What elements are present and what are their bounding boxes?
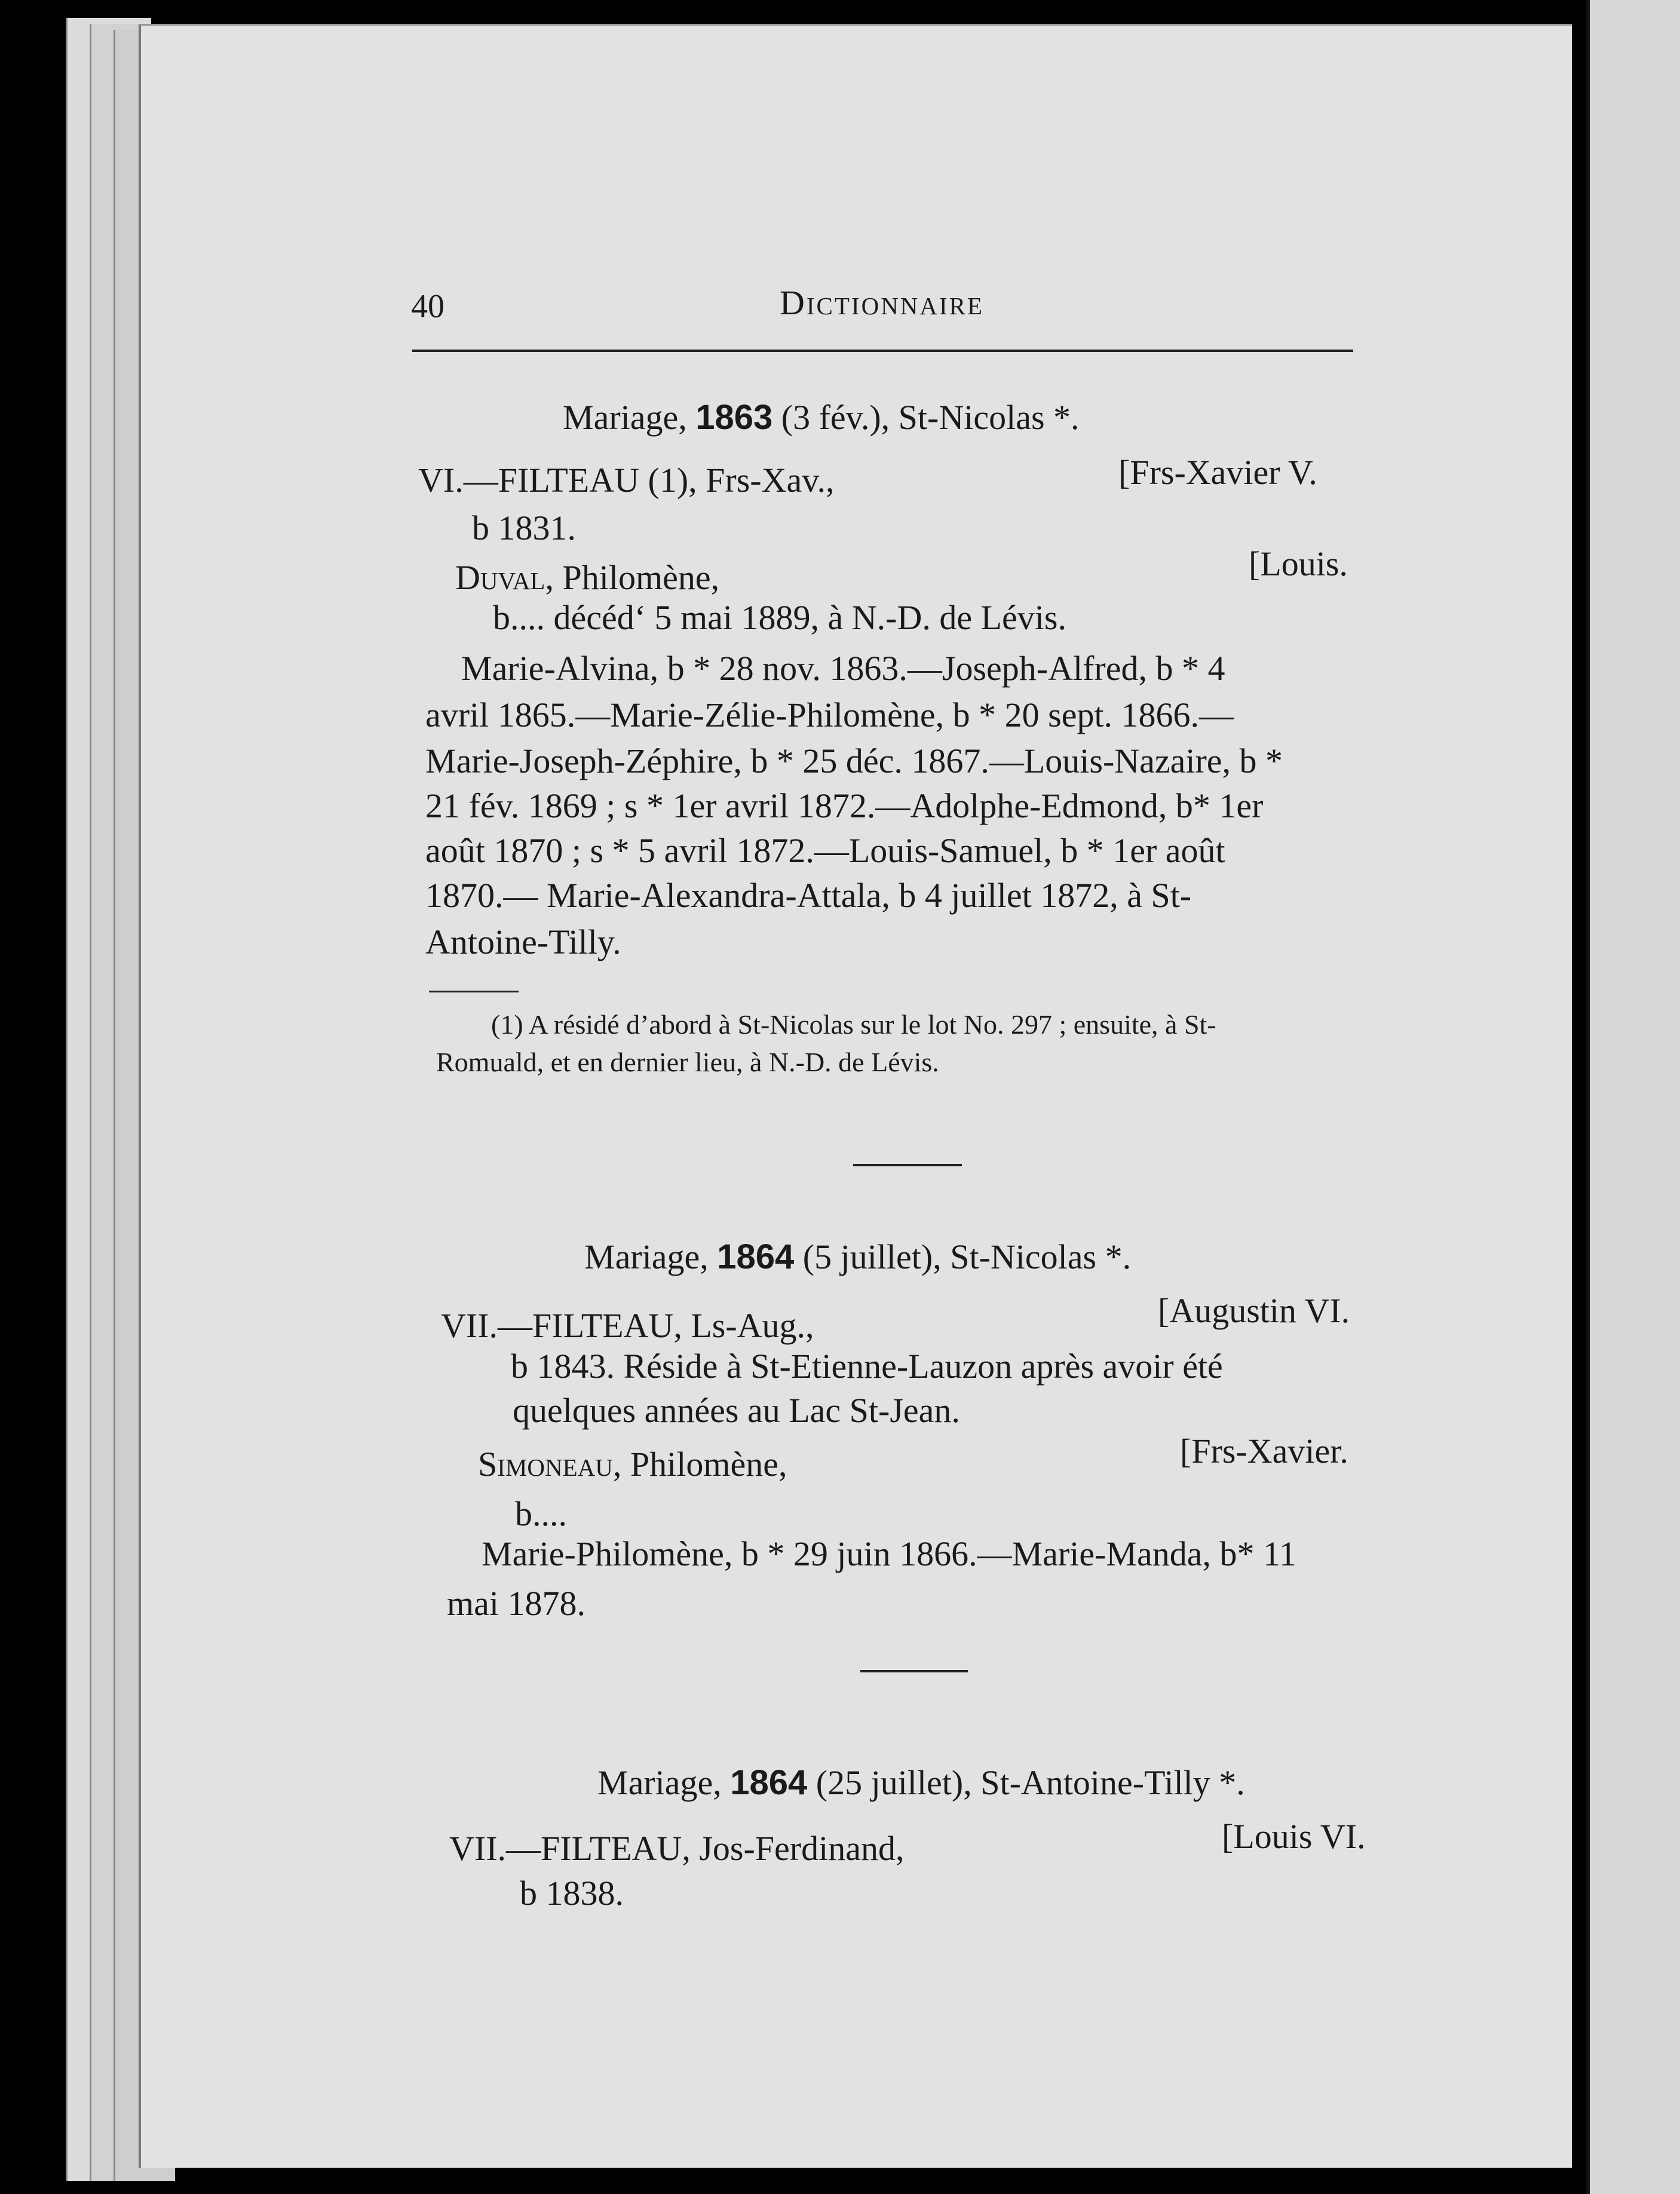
- marriage-heading: Mariage, 1864 (5 juillet), St-Nicolas *.: [584, 1237, 1132, 1276]
- footnote-line: Romuald, et en dernier lieu, à N.-D. de Lévis.: [436, 1047, 939, 1077]
- wife-birth: b.... décéd‘ 5 mai 1889, à N.-D. de Lévis.: [493, 598, 1066, 637]
- page-title: Dictionnaire: [780, 283, 985, 322]
- marriage-year: 1863: [695, 398, 773, 437]
- husband-father: [Louis VI.: [1222, 1817, 1366, 1856]
- children-line: 1870.— Marie-Alexandra-Attala, b 4 juillet 1872, à St-: [425, 876, 1192, 915]
- wife-name: Simoneau, Philomène,: [478, 1445, 787, 1484]
- marriage-heading: Mariage, 1864 (25 juillet), St-Antoine-Tilly *.: [597, 1763, 1245, 1802]
- children-line: Marie-Philomène, b * 29 juin 1866.—Marie-Manda, b* 11: [482, 1534, 1296, 1573]
- children-line: mai 1878.: [447, 1584, 585, 1623]
- children-line: avril 1865.—Marie-Zélie-Philomène, b * 20 sept. 1866.—: [425, 695, 1234, 734]
- husband-birth: b 1831.: [472, 508, 576, 547]
- wife-birth: b....: [515, 1494, 567, 1533]
- marriage-year: 1864: [717, 1237, 795, 1276]
- footnote-line: (1) A résidé d’abord à St-Nicolas sur le lot No. 297 ; ensuite, à St-: [491, 1009, 1216, 1040]
- page-number: 40: [411, 288, 444, 325]
- marriage-heading: Mariage, 1863 (3 fév.), St-Nicolas *.: [563, 398, 1080, 437]
- wife-name: Duval, Philomène,: [455, 558, 720, 597]
- header-rule: [412, 350, 1353, 352]
- husband-name: VII.—FILTEAU, Jos-Ferdinand,: [449, 1829, 905, 1868]
- husband-birth: b 1843. Réside à St-Etienne-Lauzon après avoir été: [511, 1347, 1223, 1386]
- section-separator: [853, 1164, 962, 1166]
- children-line: Antoine-Tilly.: [425, 923, 621, 961]
- footnote-rule: [429, 991, 519, 992]
- children-line: Marie-Joseph-Zéphire, b * 25 déc. 1867.—Louis-Nazaire, b *: [425, 741, 1283, 780]
- husband-father: [Frs-Xavier V.: [1118, 453, 1317, 492]
- children-line: Marie-Alvina, b * 28 nov. 1863.—Joseph-Alfred, b * 4: [461, 649, 1225, 688]
- facing-page-edge: [1586, 0, 1680, 2194]
- husband-birth: quelques années au Lac St-Jean.: [513, 1391, 960, 1430]
- section-separator: [860, 1670, 968, 1672]
- husband-father: [Augustin VI.: [1158, 1291, 1350, 1330]
- wife-father: [Louis.: [1249, 544, 1348, 583]
- wife-father: [Frs-Xavier.: [1180, 1432, 1348, 1470]
- marriage-year: 1864: [730, 1763, 808, 1802]
- children-line: 21 fév. 1869 ; s * 1er avril 1872.—Adolphe-Edmond, b* 1er: [425, 786, 1264, 825]
- husband-birth: b 1838.: [520, 1874, 624, 1913]
- husband-name: VI.—FILTEAU (1), Frs-Xav.,: [418, 461, 835, 500]
- children-line: août 1870 ; s * 5 avril 1872.—Louis-Samuel, b * 1er août: [425, 831, 1225, 870]
- husband-name: VII.—FILTEAU, Ls-Aug.,: [441, 1306, 814, 1345]
